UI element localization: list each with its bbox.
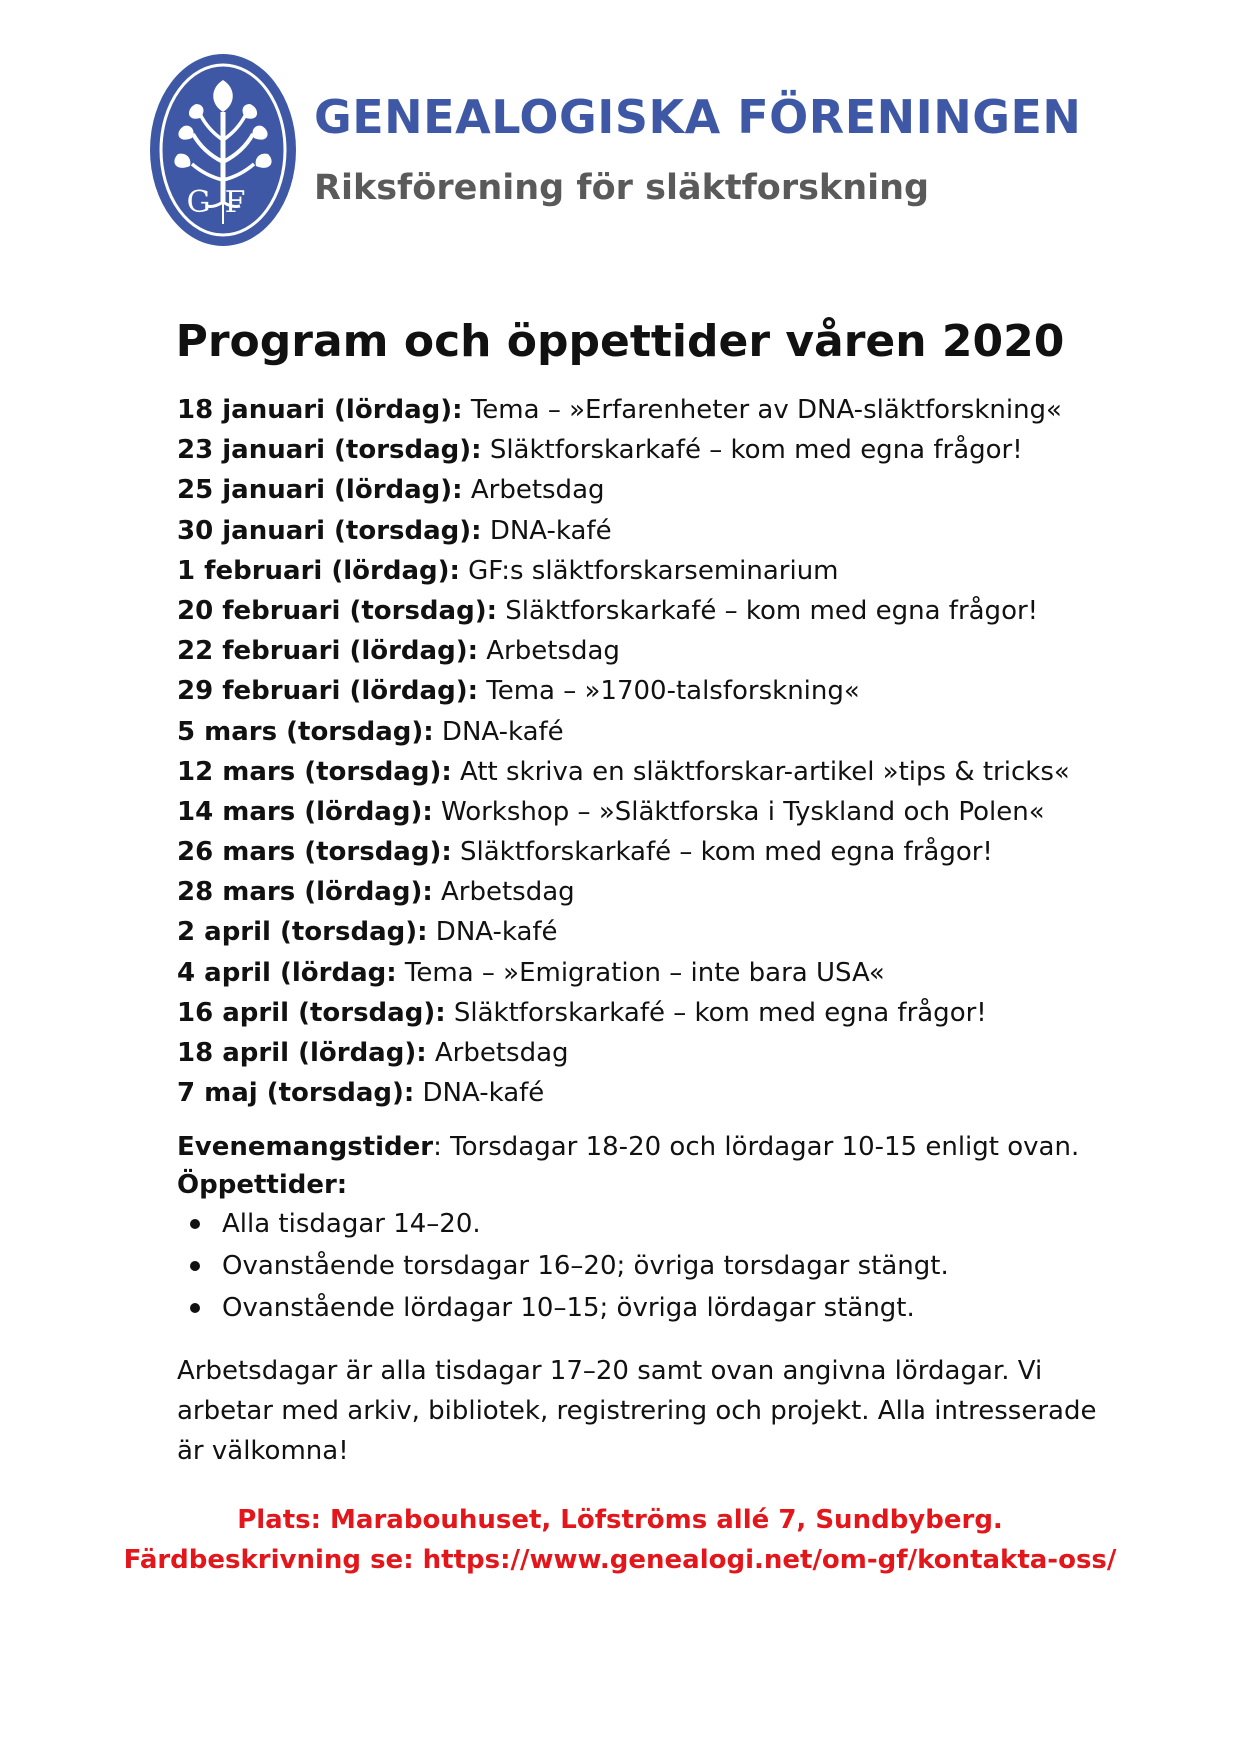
- event-item: [177, 792, 1137, 832]
- event-description: Tema – »1700-talsforskning«: [477, 676, 860, 707]
- opening-hours-list: [177, 1203, 1137, 1329]
- event-times: [177, 1127, 1137, 1167]
- event-date: 18 april (lördag):: [177, 1038, 427, 1068]
- event-item: [177, 430, 1137, 470]
- event-item: [177, 993, 1137, 1033]
- list-item: [177, 1203, 1137, 1245]
- opening-hours-item: Ovanstående torsdagar 16–20; övriga torsdagar stängt.: [222, 1251, 949, 1282]
- event-item: [177, 752, 1137, 792]
- event-date: 30 januari (torsdag):: [177, 515, 482, 546]
- organization-name: GENEALOGISKA FÖRENINGEN: [314, 90, 1082, 144]
- event-date: 25 januari (lördag):: [177, 475, 463, 506]
- bullet-icon: [190, 1261, 200, 1271]
- event-date: 16 april (torsdag):: [177, 997, 446, 1028]
- program-content: [177, 390, 1137, 1497]
- event-date: 7 maj (torsdag):: [177, 1078, 415, 1109]
- bullet-icon: [190, 1303, 200, 1313]
- event-item: [177, 631, 1137, 671]
- event-description: Tema – »Emigration – inte bara USA«: [396, 957, 885, 988]
- event-date: 1 februari (lördag):: [177, 555, 460, 586]
- event-description: Släktforskarkafé – kom med egna frågor!: [481, 435, 1023, 466]
- list-item: [177, 1287, 1137, 1329]
- bullet-icon: [190, 1219, 200, 1229]
- event-description: DNA-kafé: [427, 917, 558, 948]
- header: [148, 52, 1098, 252]
- opening-hours-heading: Öppettider:: [177, 1170, 348, 1201]
- event-date: 26 mars (torsdag):: [177, 837, 452, 868]
- event-description: Workshop – »Släktforska i Tyskland och Polen«: [432, 796, 1045, 827]
- page-title: Program och öppettider våren 2020: [175, 316, 1065, 367]
- event-list: [177, 390, 1137, 1113]
- opening-hours-item: Alla tisdagar 14–20.: [222, 1209, 481, 1240]
- event-description: GF:s släktforskarseminarium: [459, 555, 839, 586]
- opening-hours-item: Ovanstående lördagar 10–15; övriga lördagar stängt.: [222, 1293, 915, 1324]
- event-date: 23 januari (torsdag):: [177, 435, 482, 466]
- event-description: Tema – »Erfarenheter av DNA-släktforskning«: [462, 395, 1062, 425]
- event-item: [177, 832, 1137, 872]
- event-date: 22 februari (lördag):: [177, 636, 478, 667]
- event-date: 12 mars (torsdag):: [177, 756, 452, 787]
- event-description: Släktforskarkafé – kom med egna frågor!: [445, 997, 987, 1028]
- event-date: 4 april (lördag:: [177, 957, 397, 988]
- event-date: 28 mars (lördag):: [177, 877, 433, 908]
- event-item: [177, 390, 1137, 430]
- genealogy-tree-logo-icon: [148, 52, 298, 248]
- event-item: [177, 872, 1137, 912]
- event-item: [177, 511, 1137, 551]
- event-item: [177, 912, 1137, 952]
- event-item: [177, 470, 1137, 510]
- event-date: 18 januari (lördag):: [177, 395, 463, 425]
- list-item: [177, 1245, 1137, 1287]
- location-place: Plats: Marabouhuset, Löfströms allé 7, Sundbyberg.: [237, 1505, 1003, 1535]
- event-item: [177, 712, 1137, 752]
- event-description: Arbetsdag: [426, 1038, 569, 1068]
- event-item: [177, 953, 1137, 993]
- event-description: Att skriva en släktforskar-artikel »tips & tricks«: [451, 756, 1070, 787]
- event-date: 2 april (torsdag):: [177, 917, 428, 948]
- event-description: Arbetsdag: [432, 877, 575, 908]
- logo-letters: GF: [186, 185, 260, 220]
- directions-link[interactable]: Färdbeskrivning se: https://www.genealogi.net/om-gf/kontakta-oss/: [123, 1545, 1117, 1575]
- event-description: DNA-kafé: [433, 716, 564, 747]
- event-date: 20 februari (torsdag):: [177, 595, 497, 626]
- event-item: [177, 1073, 1137, 1113]
- event-date: 14 mars (lördag):: [177, 796, 433, 827]
- event-description: Arbetsdag: [462, 475, 605, 506]
- workdays-paragraph: Arbetsdagar är alla tisdagar 17–20 samt ovan angivna lördagar. Vi arbetar med arkiv, bibliotek, registrering och projekt. Alla intresserade är välkomna!: [177, 1356, 1097, 1467]
- location-info: [0, 1500, 1240, 1580]
- event-item: [177, 551, 1137, 591]
- event-description: Släktforskarkafé – kom med egna frågor!: [496, 595, 1039, 626]
- event-item: [177, 671, 1137, 711]
- event-times-label: Evenemangstider: [177, 1132, 434, 1163]
- event-description: Släktforskarkafé – kom med egna frågor!: [451, 837, 993, 868]
- event-date: 29 februari (lördag):: [177, 676, 478, 707]
- event-item: [177, 591, 1137, 631]
- event-description: DNA-kafé: [481, 515, 612, 546]
- event-item: [177, 1033, 1137, 1073]
- event-description: DNA-kafé: [414, 1078, 545, 1109]
- organization-subtitle: Riksförening för släktforskning: [314, 168, 930, 208]
- event-description: Arbetsdag: [477, 636, 620, 667]
- event-date: 5 mars (torsdag):: [177, 716, 434, 747]
- event-times-text: : Torsdagar 18-20 och lördagar 10-15 enligt ovan.: [433, 1132, 1080, 1163]
